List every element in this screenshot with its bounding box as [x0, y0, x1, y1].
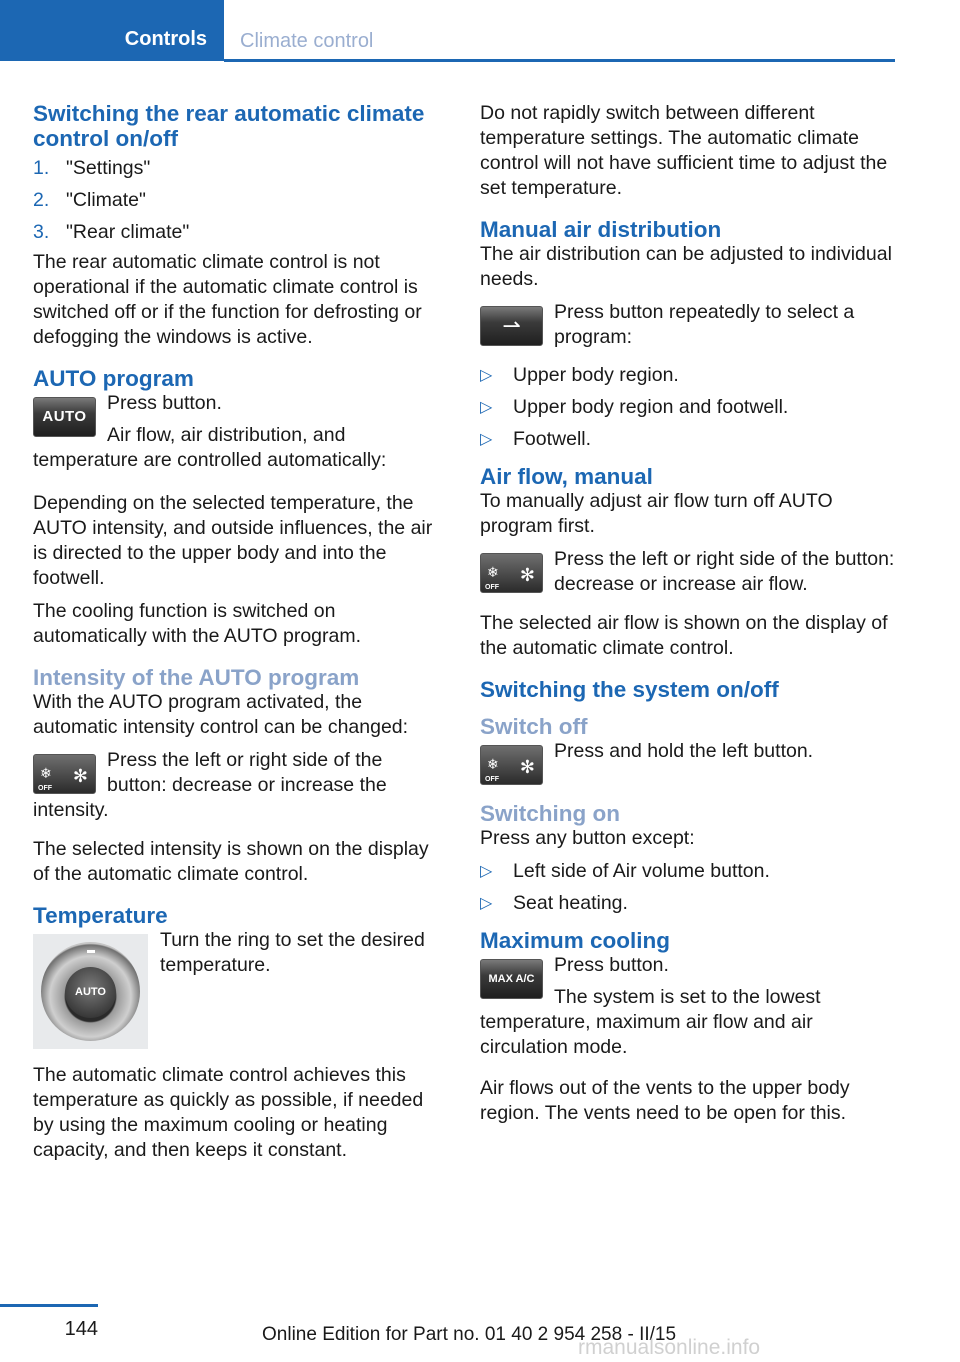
- max-cooling-press-text: Press button.: [554, 954, 669, 976]
- fan-large-icon: ✻: [519, 565, 535, 585]
- program-text: Upper body region.: [513, 364, 679, 386]
- manual-intro: The air distribution can be adjusted to individual needs.: [480, 243, 892, 290]
- exception-item: [480, 859, 900, 884]
- triangle-bullet-icon: ▷: [480, 399, 493, 416]
- switch-off-instruction: [480, 739, 900, 789]
- fan-off-label: OFF: [485, 584, 499, 591]
- exception-text: Seat heating.: [513, 892, 628, 914]
- auto-paragraph-1: Depending on the selected temperature, the AUTO intensity, and outside influences, the air is directed to the upper body and into the footwell.: [33, 492, 433, 589]
- step-text: "Rear climate": [66, 221, 190, 243]
- fan-button-icon: [33, 754, 96, 794]
- switch-off-text: Press and hold the left button.: [554, 740, 814, 762]
- manual-instruction: [480, 300, 900, 358]
- system-heading: Switching the system on/off: [480, 677, 779, 702]
- rear-climate-steps: [33, 156, 446, 245]
- manual-press-text: Press button repeatedly to select a program:: [554, 301, 855, 348]
- page-number: 144: [64, 1318, 98, 1340]
- header-subsection: Climate control: [240, 30, 374, 52]
- triangle-bullet-icon: ▷: [480, 367, 493, 384]
- step-item: [33, 220, 446, 245]
- switch-on-intro: Press any button except:: [480, 827, 695, 849]
- temperature-desc-text: The automatic climate control achieves this temperature as quickly as possible, if needed by using the maximum cooling or heating capacity, and then keeps it constant.: [33, 1064, 424, 1161]
- fan-small-icon: ❄: [487, 564, 499, 580]
- fan-button-icon: [480, 745, 543, 785]
- temperature-turn-text: Turn the ring to set the desired temperature.: [160, 929, 425, 976]
- auto-paragraph-2: The cooling function is switched on automatically with the AUTO program.: [33, 600, 362, 647]
- max-cooling-instruction: [480, 953, 900, 1068]
- left-column: [33, 101, 446, 1171]
- fan-small-icon: ❄: [487, 756, 499, 772]
- knob-mark: [87, 950, 95, 953]
- fan-large-icon: ✻: [72, 766, 88, 786]
- program-item: [480, 395, 900, 420]
- fan-off-label: OFF: [38, 785, 52, 792]
- max-ac-button-icon: [480, 959, 543, 999]
- auto-desc-text: Air flow, air distribution, and temperature are controlled automatically:: [33, 424, 387, 471]
- step-number: 2.: [33, 189, 50, 211]
- intensity-heading: Intensity of the AUTO program: [33, 665, 360, 690]
- airflow-instruction: [480, 547, 900, 605]
- step-number: 3.: [33, 221, 50, 243]
- intensity-intro: With the AUTO program activated, the automatic intensity control can be changed:: [33, 691, 409, 738]
- temperature-warning: Do not rapidly switch between different temperature settings. The automatic climate control will not have sufficient time to adjust the set temperature.: [480, 102, 888, 199]
- auto-instruction: [33, 391, 446, 481]
- auto-button-label: AUTO: [42, 408, 87, 425]
- switch-off-heading: Switch off: [480, 714, 588, 739]
- exception-text: Left side of Air volume button.: [513, 860, 770, 882]
- header-section: Controls: [124, 28, 207, 50]
- air-distribution-icon: ⇀: [502, 313, 521, 338]
- max-cooling-desc-text: The system is set to the lowest temperature, maximum air flow and air circulation mode.: [480, 986, 821, 1058]
- airflow-heading: Air flow, manual: [480, 464, 653, 489]
- intensity-instruction: [33, 748, 446, 831]
- max-cooling-vents-text: Air flows out of the vents to the upper body region. The vents need to be open for this.: [480, 1077, 850, 1124]
- auto-button-icon: [33, 397, 96, 437]
- watermark-text: rmanualsonline.info: [578, 1336, 761, 1359]
- switch-on-heading: Switching on: [480, 801, 620, 826]
- max-cooling-heading: Maximum cooling: [480, 928, 671, 953]
- fan-off-label: OFF: [485, 776, 499, 783]
- max-ac-button-label: MAX A/C: [488, 973, 535, 985]
- footer-rule: [0, 1304, 98, 1307]
- step-text: "Settings": [66, 157, 151, 179]
- auto-program-heading: AUTO program: [33, 366, 194, 391]
- step-text: "Climate": [66, 189, 146, 211]
- right-column: [480, 101, 900, 1134]
- temperature-knob-icon: [33, 934, 148, 1049]
- triangle-bullet-icon: ▷: [480, 895, 493, 912]
- step-number: 1.: [33, 157, 50, 179]
- step-item: [33, 188, 446, 213]
- rear-climate-note: The rear automatic climate control is not operational if the automatic climate control is switched off or if the function for defrosting or defogging the windows is active.: [33, 251, 422, 348]
- triangle-bullet-icon: ▷: [480, 863, 493, 880]
- manual-program-list: [480, 363, 900, 452]
- temperature-instruction: [33, 928, 446, 1057]
- temperature-heading: Temperature: [33, 903, 168, 928]
- header-rule: [224, 59, 895, 62]
- program-item: [480, 427, 900, 452]
- program-text: Upper body region and footwell.: [513, 396, 789, 418]
- program-text: Footwell.: [513, 428, 592, 450]
- knob-center-label: AUTO: [65, 967, 116, 1018]
- auto-press-text: Press button.: [107, 392, 222, 414]
- intensity-press-text: Press the left or right side of the button: decrease or increase the intensity.: [33, 749, 387, 821]
- manual-distribution-heading: Manual air distribution: [480, 217, 722, 242]
- exception-item: [480, 891, 900, 916]
- airflow-display-text: The selected air flow is shown on the display of the automatic climate control.: [480, 612, 888, 659]
- rear-climate-heading: Switching the rear automatic climate control on/off: [33, 101, 425, 151]
- edition-text: Online Edition for Part no. 01 40 2 954 258 - II/15: [262, 1324, 677, 1345]
- step-item: [33, 156, 446, 181]
- switch-on-list: [480, 859, 900, 916]
- triangle-bullet-icon: ▷: [480, 431, 493, 448]
- fan-button-icon: [480, 553, 543, 593]
- program-item: [480, 363, 900, 388]
- fan-small-icon: ❄: [40, 765, 52, 781]
- airflow-press-text: Press the left or right side of the button: decrease or increase air flow.: [554, 548, 895, 595]
- intensity-display-text: The selected intensity is shown on the display of the automatic climate control.: [33, 838, 429, 885]
- airflow-intro: To manually adjust air flow turn off AUTO program first.: [480, 490, 833, 537]
- air-distribution-button-icon: [480, 306, 543, 346]
- fan-large-icon: ✻: [519, 757, 535, 777]
